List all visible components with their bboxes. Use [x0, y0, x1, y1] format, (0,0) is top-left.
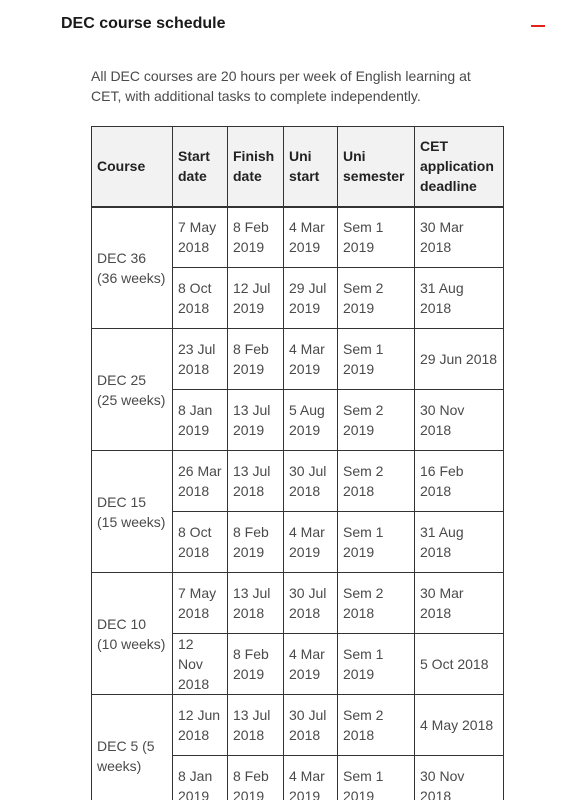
- finish-date-cell: 13 Jul 2018: [228, 573, 284, 634]
- uni-start-cell: 4 Mar 2019: [284, 207, 338, 268]
- header-finish-date: Finish date: [228, 127, 284, 207]
- start-date-cell: 8 Jan 2019: [173, 756, 228, 800]
- start-date-cell: 7 May 2018: [173, 573, 228, 634]
- uni-semester-cell: Sem 1 2019: [338, 756, 415, 800]
- table-header-row: [92, 127, 504, 207]
- deadline-cell: 29 Jun 2018: [415, 329, 504, 390]
- course-name-cell: DEC 36 (36 weeks): [92, 207, 173, 329]
- section-title: DEC course schedule: [61, 15, 226, 32]
- header-course: Course: [92, 127, 173, 207]
- header-cet-deadline: CET application deadline: [415, 127, 504, 207]
- course-name-cell: DEC 15 (15 weeks): [92, 451, 173, 573]
- start-date-cell: 23 Jul 2018: [173, 329, 228, 390]
- start-date-cell: 26 Mar 2018: [173, 451, 228, 512]
- uni-start-cell: 5 Aug 2019: [284, 390, 338, 451]
- finish-date-cell: 8 Feb 2019: [228, 634, 284, 695]
- course-name-cell: DEC 10 (10 weeks): [92, 573, 173, 695]
- header-start-date: Start date: [173, 127, 228, 207]
- start-date-cell: 8 Oct 2018: [173, 512, 228, 573]
- deadline-cell: 4 May 2018: [415, 695, 504, 756]
- course-name-cell: DEC 25 (25 weeks): [92, 329, 173, 451]
- finish-date-cell: 13 Jul 2019: [228, 390, 284, 451]
- uni-start-cell: 30 Jul 2018: [284, 695, 338, 756]
- deadline-cell: 5 Oct 2018: [415, 634, 504, 695]
- start-date-cell: 8 Jan 2019: [173, 390, 228, 451]
- deadline-cell: 30 Mar 2018: [415, 207, 504, 268]
- uni-semester-cell: Sem 2 2018: [338, 451, 415, 512]
- table-row: [92, 329, 504, 390]
- table-row: [92, 207, 504, 268]
- uni-start-cell: 4 Mar 2019: [284, 512, 338, 573]
- table-row: [92, 451, 504, 512]
- uni-semester-cell: Sem 1 2019: [338, 512, 415, 573]
- uni-start-cell: 30 Jul 2018: [284, 573, 338, 634]
- deadline-cell: 30 Nov 2018: [415, 756, 504, 800]
- uni-semester-cell: Sem 2 2019: [338, 268, 415, 329]
- table-body: [92, 207, 504, 800]
- uni-semester-cell: Sem 1 2019: [338, 329, 415, 390]
- uni-semester-cell: Sem 2 2018: [338, 695, 415, 756]
- minus-icon-bar: [531, 25, 545, 27]
- finish-date-cell: 8 Feb 2019: [228, 329, 284, 390]
- header-uni-start: Uni start: [284, 127, 338, 207]
- uni-semester-cell: Sem 2 2019: [338, 390, 415, 451]
- table-row: [92, 573, 504, 634]
- accordion-header[interactable]: [61, 14, 551, 38]
- deadline-cell: 16 Feb 2018: [415, 451, 504, 512]
- uni-start-cell: 29 Jul 2019: [284, 268, 338, 329]
- course-schedule-table: [91, 126, 504, 800]
- deadline-cell: 30 Mar 2018: [415, 573, 504, 634]
- start-date-cell: 8 Oct 2018: [173, 268, 228, 329]
- finish-date-cell: 8 Feb 2019: [228, 756, 284, 800]
- uni-start-cell: 4 Mar 2019: [284, 756, 338, 800]
- table-row: [92, 695, 504, 756]
- uni-start-cell: 4 Mar 2019: [284, 329, 338, 390]
- uni-start-cell: 4 Mar 2019: [284, 634, 338, 695]
- deadline-cell: 31 Aug 2018: [415, 268, 504, 329]
- start-date-cell: 12 Jun 2018: [173, 695, 228, 756]
- finish-date-cell: 8 Feb 2019: [228, 512, 284, 573]
- header-uni-semester: Uni semester: [338, 127, 415, 207]
- finish-date-cell: 12 Jul 2019: [228, 268, 284, 329]
- minus-icon[interactable]: [531, 16, 545, 34]
- finish-date-cell: 13 Jul 2018: [228, 695, 284, 756]
- start-date-cell: 7 May 2018: [173, 207, 228, 268]
- course-name-cell: DEC 5 (5 weeks): [92, 695, 173, 800]
- uni-semester-cell: Sem 1 2019: [338, 207, 415, 268]
- start-date-cell: 12 Nov 2018: [173, 634, 228, 695]
- finish-date-cell: 8 Feb 2019: [228, 207, 284, 268]
- uni-semester-cell: Sem 2 2018: [338, 573, 415, 634]
- finish-date-cell: 13 Jul 2018: [228, 451, 284, 512]
- deadline-cell: 30 Nov 2018: [415, 390, 504, 451]
- deadline-cell: 31 Aug 2018: [415, 512, 504, 573]
- intro-text: All DEC courses are 20 hours per week of English learning at CET, with additional tasks to complete independently.: [91, 68, 471, 104]
- uni-semester-cell: Sem 1 2019: [338, 634, 415, 695]
- uni-start-cell: 30 Jul 2018: [284, 451, 338, 512]
